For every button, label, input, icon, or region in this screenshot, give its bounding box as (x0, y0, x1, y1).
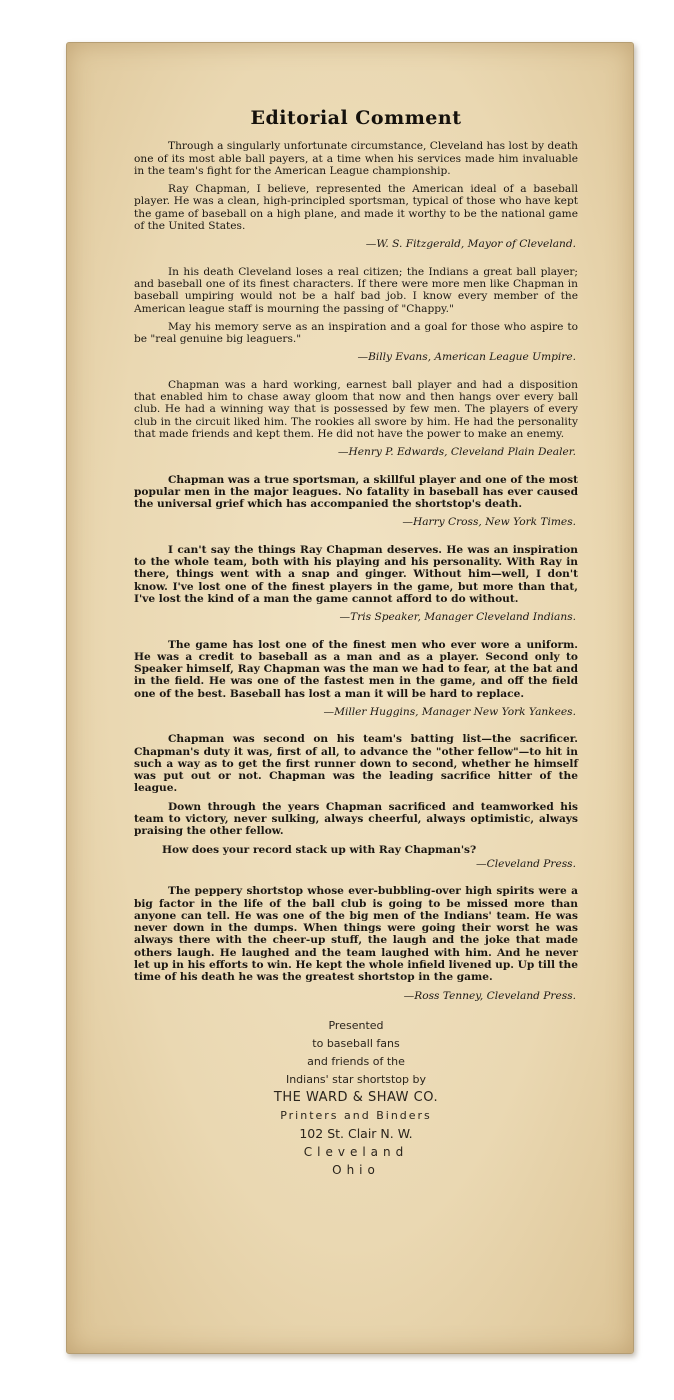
comment-paragraph: I can't say the things Ray Chapman deserves. He was an inspiration to the whole team, both with his playing and his personality. With Ray in there, things went with a snap and ginger. Without him—well, I don't know. I've lost one of the finest players in the game, but more than that, I've lost the kind of a man the game cannot afford to do without. (134, 543, 578, 605)
quote-attribution: —W. S. Fitzgerald, Mayor of Cleveland. (365, 238, 576, 251)
quote-attribution: —Ross Tenney, Cleveland Press. (403, 989, 576, 1002)
comment-section (134, 544, 578, 624)
imprint-trade: Printers and Binders (280, 1108, 432, 1122)
comment-sections (134, 140, 578, 1002)
comment-paragraph: Chapman was a true sportsman, a skillful player and one of the most popular men in the major leagues. No fatality in baseball has ever caused the universal grief which has accompanied the shortstop's death. (134, 473, 578, 511)
comment-paragraph: In his death Cleveland loses a real citizen; the Indians a great ball player; and baseball one of its finest characters. If there were more men like Chapman in baseball umpiring would not be a half bad job. I know every member of the American league staff is mourning the passing of "Chappy." (134, 265, 578, 315)
comment-paragraph: Down through the years Chapman sacrificed and teamworked his team to victory, never sulking, always cheerful, always optimistic, always praising the other fellow. (134, 800, 578, 838)
imprint-line-shortstop: Indians' star shortstop by (285, 1072, 427, 1086)
imprint-address: 102 St. Clair N. W. (299, 1125, 413, 1141)
quote-attribution: —Miller Huggins, Manager New York Yankees. (323, 705, 576, 718)
comment-section (134, 885, 578, 1002)
comment-section (134, 639, 578, 719)
imprint-line-presented: Presented (328, 1018, 384, 1032)
imprint-city: Cleveland (303, 1144, 409, 1159)
comment-section (134, 140, 578, 250)
comment-paragraph: The peppery shortstop whose ever-bubbling-over high spirits were a big factor in the life of the ball club is going to be missed more than anyone can tell. He was one of the big men of the Indians' team. He was never down in the dumps. When things were going their worst he was always there with the cheer-up stuff, the laugh and the joke that made others laugh. He laughed and the team laughed with him. And he never let up in his efforts to win. He kept the whole infield livened up. Up till the time of his death he was the greatest shortstop in the game. (134, 885, 578, 984)
imprint-state: Ohio (332, 1162, 380, 1177)
comment-paragraph: Ray Chapman, I believe, represented the American ideal of a baseball player. He was a clean, high-principled sportsman, typical of those who have kept the game of baseball on a high plane, and made it worthy to be the national game of the United States. (134, 183, 578, 233)
comment-section (134, 379, 578, 459)
editorial-page (134, 107, 578, 1179)
quote-attribution: —Harry Cross, New York Times. (402, 516, 576, 529)
page-title: Editorial Comment (250, 107, 462, 129)
comment-paragraph: The game has lost one of the finest men who ever wore a uniform. He was a credit to baseball as a man and as a player. Second only to Speaker himself, Ray Chapman was the man we had to fear, at the bat and in the field. He was one of the fastest men in the game, and off the field one of the best. Baseball has lost a man it will be hard to replace. (134, 638, 578, 700)
imprint-line-fans: to baseball fans (312, 1036, 400, 1050)
closing-question: How does your record stack up with Ray Chapman's? (162, 843, 477, 856)
comment-paragraph: Chapman was second on his team's batting list—the sacrificer. Chapman's duty it was, first of all, to advance the "other fellow"—to hit in such a way as to get the first runner down to second, whether he himself was put out or not. Chapman was the leading sacrifice hitter of the league. (134, 733, 578, 795)
imprint-line-friends: and friends of the (307, 1054, 405, 1068)
quote-attribution: —Henry P. Edwards, Cleveland Plain Dealer. (337, 446, 576, 459)
printer-imprint (134, 1017, 578, 1179)
comment-paragraph: Through a singularly unfortunate circumstance, Cleveland has lost by death one of its most able ball payers, at a time when his services made him invaluable in the team's fight for the American League championship. (134, 140, 578, 177)
imprint-company: THE WARD & SHAW CO. (273, 1089, 439, 1105)
comment-section (134, 733, 578, 870)
comment-section (134, 266, 578, 364)
comment-section (134, 474, 578, 529)
quote-attribution: —Billy Evans, American League Umpire. (357, 351, 576, 364)
quote-attribution: —Tris Speaker, Manager Cleveland Indians. (339, 611, 576, 624)
comment-paragraph: Chapman was a hard working, earnest ball player and had a disposition that enabled him to chase away gloom that now and then hangs over every ball club. He had a winning way that is possessed by few men. The players of every club in the circuit liked him. The rookies all swore by him. He had the personality that made friends and kept them. He did not have the power to make an enemy. (134, 378, 578, 440)
quote-attribution: —Cleveland Press. (476, 857, 576, 870)
comment-paragraph: May his memory serve as an inspiration and a goal for those who aspire to be "real genuine big leaguers." (134, 320, 578, 346)
